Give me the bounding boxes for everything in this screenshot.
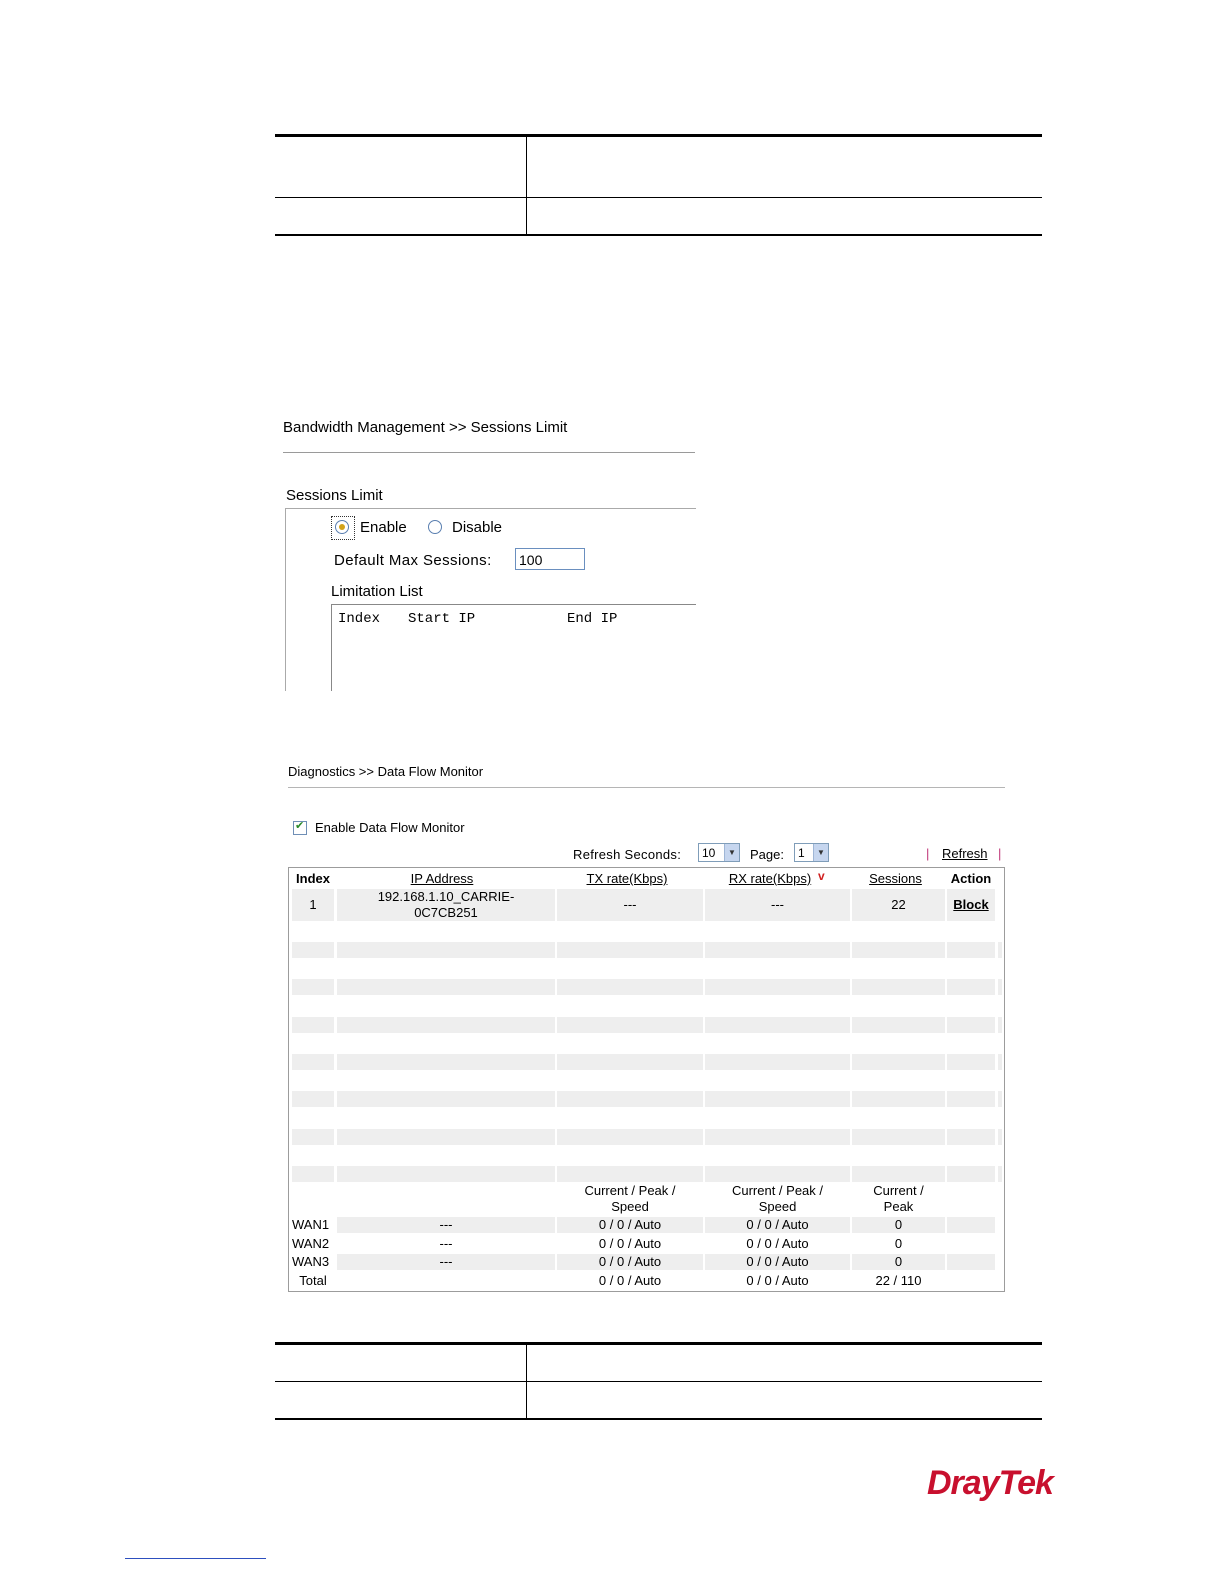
empty-row-cell <box>852 942 945 958</box>
row1-rx: --- <box>705 889 850 921</box>
wan-row-ip: --- <box>337 1254 555 1270</box>
empty-row-cell <box>852 1129 945 1145</box>
wan-row-sessions: 0 <box>852 1217 945 1233</box>
chevron-down-icon: ▼ <box>813 844 828 861</box>
enable-label: Enable <box>360 519 407 536</box>
doc-row <box>275 1382 1042 1418</box>
row1-ip-address <box>337 889 555 921</box>
empty-row-cell <box>292 1054 334 1070</box>
enable-data-flow-label: Enable Data Flow Monitor <box>315 820 465 835</box>
col-header-sessions[interactable]: Sessions <box>869 871 922 886</box>
wan-row-label: WAN1 <box>292 1217 330 1232</box>
wan-row-tx: 0 / 0 / Auto <box>557 1217 703 1233</box>
empty-row-cell <box>852 1091 945 1107</box>
empty-row-cell <box>557 1054 703 1070</box>
empty-row-cell <box>337 1166 555 1182</box>
empty-row-cell <box>292 1091 334 1107</box>
empty-row-cell <box>998 1017 1002 1033</box>
sessions-summary-line1: Current / <box>873 1183 924 1198</box>
wan-row-label: WAN2 <box>292 1236 330 1251</box>
separator-right: | <box>998 846 1002 861</box>
empty-row-cell <box>998 1129 1002 1145</box>
footer-link-underline <box>125 1558 266 1559</box>
col-header-tx-rate[interactable]: TX rate(Kbps) <box>586 871 668 886</box>
empty-row-cell <box>705 1017 850 1033</box>
tx-summary-header <box>557 1183 703 1215</box>
list-col-start-ip: Start IP <box>408 611 476 627</box>
sessions-summary-header <box>852 1183 945 1215</box>
refresh-link[interactable]: Refresh <box>942 846 988 861</box>
empty-row-cell <box>947 1129 995 1145</box>
doc-row <box>275 137 1042 198</box>
limitation-list[interactable] <box>331 604 696 691</box>
empty-row-cell <box>705 1054 850 1070</box>
wan-row-ip: --- <box>337 1217 555 1233</box>
empty-row-cell <box>852 1166 945 1182</box>
empty-row-cell <box>557 1166 703 1182</box>
wan-row-label: WAN3 <box>292 1254 330 1269</box>
empty-row-cell <box>337 942 555 958</box>
doc-row <box>275 198 1042 234</box>
rx-summary-line2: Speed <box>758 1199 797 1214</box>
page-label: Page: <box>750 847 784 862</box>
wan-row-tx: 0 / 0 / Auto <box>598 1273 662 1288</box>
empty-row-cell <box>998 1054 1002 1070</box>
empty-row-cell <box>998 979 1002 995</box>
enable-data-flow-checkbox[interactable] <box>293 821 307 835</box>
empty-row-cell <box>557 979 703 995</box>
empty-row-cell <box>337 1054 555 1070</box>
empty-row-cell <box>705 979 850 995</box>
empty-row-cell <box>292 1129 334 1145</box>
empty-row-cell <box>947 1054 995 1070</box>
chevron-down-icon: ▼ <box>724 844 739 861</box>
empty-row-cell <box>947 1091 995 1107</box>
empty-row-cell <box>705 942 850 958</box>
empty-row-cell <box>852 979 945 995</box>
col-header-index: Index <box>296 871 330 886</box>
empty-row-cell <box>852 1054 945 1070</box>
empty-row-cell <box>947 1166 995 1182</box>
page-select[interactable] <box>794 843 829 862</box>
disable-radio[interactable] <box>428 520 442 534</box>
limitation-list-label: Limitation List <box>331 583 423 600</box>
empty-row-cell <box>998 942 1002 958</box>
tx-summary-line2: Speed <box>611 1199 649 1214</box>
block-link[interactable]: Block <box>947 889 995 921</box>
sessions-summary-line2: Peak <box>883 1199 914 1214</box>
default-max-sessions-input[interactable]: 100 <box>515 548 585 570</box>
wan-row-sessions: 0 <box>852 1254 945 1270</box>
empty-row-cell <box>705 1166 850 1182</box>
wan-row-ip <box>337 1273 555 1289</box>
wan-row-rx: 0 / 0 / Auto <box>705 1217 850 1233</box>
sessions-limit-breadcrumb: Bandwidth Management >> Sessions Limit <box>283 419 568 436</box>
draytek-logo: DrayTek <box>927 1464 1053 1502</box>
page-value: 1 <box>798 846 805 860</box>
wan-row-action <box>947 1236 995 1252</box>
row1-index: 1 <box>292 889 334 921</box>
wan-row-action <box>947 1273 995 1289</box>
wan-row-action <box>947 1254 995 1270</box>
top-doc-table <box>275 134 1042 236</box>
empty-row-cell <box>292 1017 334 1033</box>
col-header-action: Action <box>950 871 992 886</box>
refresh-seconds-select[interactable] <box>698 843 740 862</box>
empty-row-cell <box>292 1166 334 1182</box>
empty-row-cell <box>337 1017 555 1033</box>
wan-row-sessions: 0 <box>894 1236 903 1251</box>
refresh-seconds-value: 10 <box>702 846 716 860</box>
row1-tx: --- <box>557 889 703 921</box>
empty-row-cell <box>337 1129 555 1145</box>
wan-row-action <box>947 1217 995 1233</box>
wan-row-rx: 0 / 0 / Auto <box>746 1273 809 1288</box>
wan-row-ip: --- <box>439 1236 453 1251</box>
row1-ip-line2: 0C7CB251 <box>414 905 478 920</box>
col-header-ip-address[interactable]: IP Address <box>410 871 474 886</box>
empty-row-cell <box>947 1017 995 1033</box>
rx-summary-header <box>705 1183 850 1215</box>
wan-row-sessions: 22 / 110 <box>875 1273 922 1288</box>
data-flow-breadcrumb: Diagnostics >> Data Flow Monitor <box>288 764 484 779</box>
divider <box>283 452 695 453</box>
enable-radio[interactable] <box>335 520 349 534</box>
empty-row-cell <box>947 942 995 958</box>
empty-row-cell <box>557 942 703 958</box>
doc-row <box>275 1345 1042 1382</box>
empty-row-cell <box>998 1166 1002 1182</box>
separator-left: | <box>926 846 930 861</box>
wan-row-tx: 0 / 0 / Auto <box>557 1254 703 1270</box>
wan-row-rx: 0 / 0 / Auto <box>746 1236 809 1251</box>
empty-row-cell <box>947 979 995 995</box>
sort-desc-icon: v <box>818 869 825 883</box>
empty-row-cell <box>337 979 555 995</box>
empty-row-cell <box>337 1091 555 1107</box>
list-col-end-ip: End IP <box>567 611 618 627</box>
empty-row-cell <box>998 1091 1002 1107</box>
wan-row-rx: 0 / 0 / Auto <box>705 1254 850 1270</box>
row1-ip-line1: 192.168.1.10_CARRIE- <box>377 889 515 904</box>
empty-row-cell <box>705 1129 850 1145</box>
wan-row-label: Total <box>299 1273 327 1288</box>
empty-row-cell <box>705 1091 850 1107</box>
empty-row-cell <box>557 1091 703 1107</box>
rx-summary-line1: Current / Peak / <box>731 1183 824 1198</box>
empty-row-cell <box>852 1017 945 1033</box>
row1-sessions: 22 <box>852 889 945 921</box>
refresh-seconds-label: Refresh Seconds: <box>573 847 682 862</box>
tx-summary-line1: Current / Peak / <box>584 1183 676 1198</box>
empty-row-cell <box>557 1017 703 1033</box>
default-max-sessions-label: Default Max Sessions: <box>334 552 492 569</box>
list-col-index: Index <box>338 611 381 627</box>
empty-row-cell <box>292 979 334 995</box>
empty-row-cell <box>292 942 334 958</box>
wan-row-tx: 0 / 0 / Auto <box>598 1236 662 1251</box>
bottom-doc-table <box>275 1342 1042 1420</box>
col-header-rx-rate[interactable]: RX rate(Kbps) <box>728 871 812 886</box>
divider <box>288 787 1005 788</box>
empty-row-cell <box>557 1129 703 1145</box>
sessions-limit-section-title: Sessions Limit <box>286 487 383 504</box>
disable-label: Disable <box>452 519 503 536</box>
